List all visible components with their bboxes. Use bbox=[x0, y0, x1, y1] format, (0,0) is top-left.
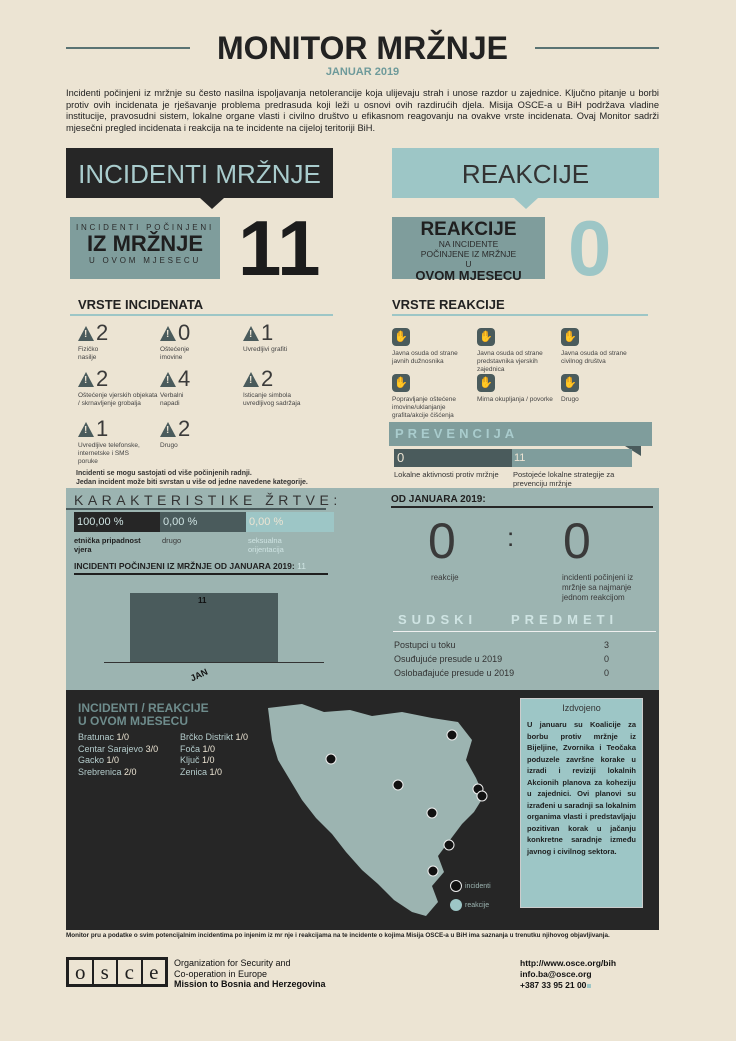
logo-letter: s bbox=[94, 960, 117, 984]
incident-type bbox=[160, 368, 240, 408]
victims-rule bbox=[66, 508, 326, 510]
monthly-title bbox=[78, 702, 209, 728]
location-name: Srebrenica bbox=[78, 766, 122, 777]
location-item bbox=[180, 755, 248, 767]
monthly-title-line: U OVOM MJESECU bbox=[78, 714, 189, 728]
incident-type bbox=[243, 322, 323, 354]
chart-x-axis bbox=[104, 662, 324, 663]
warning-icon bbox=[160, 422, 176, 437]
since-jan-separator: : bbox=[507, 522, 515, 552]
since-jan-rule bbox=[391, 506, 653, 508]
since-jan-title: OD JANUARA 2019: bbox=[391, 494, 486, 505]
reaction-type bbox=[392, 328, 472, 366]
incident-types-rule bbox=[70, 314, 333, 316]
incident-type bbox=[78, 368, 158, 408]
incident-type-label: Drugo bbox=[160, 442, 178, 449]
incident-marker bbox=[477, 791, 487, 801]
incident-types-title: VRSTE INCIDENATA bbox=[78, 297, 204, 312]
email-link[interactable]: info.ba@osce.org bbox=[520, 969, 592, 979]
page-subtitle: JANUAR 2019 bbox=[325, 66, 400, 78]
incident-type bbox=[78, 322, 158, 362]
location-name: Foča bbox=[180, 743, 201, 754]
website-link[interactable]: http://www.osce.org/bih bbox=[520, 958, 617, 968]
reactions-box-top: REAKCIJE bbox=[420, 219, 517, 240]
incident-type-label: Uvredljivi grafiti bbox=[243, 346, 288, 353]
reactions-box-mid: NA INCIDENTE POČINJENE IZ MRŽNJE U bbox=[420, 239, 517, 269]
court-row-value: 0 bbox=[603, 668, 609, 678]
reaction-type-label: Popravljanje oštećene imovine/uklanjanje grafita/akcije čišćenja bbox=[392, 396, 456, 419]
monthly-title-line: INCIDENTI / REAKCIJE bbox=[78, 701, 209, 715]
location-item bbox=[180, 767, 248, 779]
chart-total: 11 bbox=[297, 561, 306, 571]
reactions-count: 0 bbox=[568, 204, 612, 292]
since-jan-incidents-value: 0 bbox=[563, 513, 591, 569]
victim-label-sexual: seksualna orijentacija bbox=[248, 536, 284, 554]
incident-type bbox=[160, 418, 240, 450]
location-value: 1/0 bbox=[235, 732, 249, 742]
square-icon bbox=[587, 984, 591, 988]
reaction-type-label: Javna osuda od strane civilnog društva bbox=[561, 350, 627, 365]
location-name: Bratunac bbox=[78, 732, 115, 742]
logo-letter: o bbox=[69, 960, 92, 984]
location-name: Gacko bbox=[78, 755, 105, 765]
incident-marker bbox=[428, 866, 438, 876]
incident-type-label: Isticanje simbola uvredljivog sadržaja bbox=[243, 392, 301, 407]
location-value: 1/0 bbox=[202, 743, 216, 754]
since-jan-incidents-label: incidenti počinjeni iz mržnje sa najmanje jednom reakcijom bbox=[562, 573, 634, 602]
hand-icon: ✋ bbox=[392, 328, 410, 346]
legend-incidents-icon bbox=[450, 880, 462, 892]
chart-title-text: INCIDENTI POČINJENI IZ MRŽNJE OD JANUARA 2019: bbox=[74, 561, 295, 571]
since-jan-reactions-label: reakcije bbox=[431, 573, 459, 582]
location-value: 1/0 bbox=[209, 766, 223, 777]
reactions-count-box bbox=[392, 217, 545, 283]
highlight-title: Izdvojeno bbox=[562, 703, 601, 713]
incident-type-count: 2 bbox=[96, 366, 109, 391]
page-title: MONITOR MRŽNJE bbox=[217, 30, 508, 66]
incidents-note bbox=[76, 469, 308, 487]
victim-segment-ethnic: 100,00 % bbox=[74, 512, 160, 532]
incident-type-label: Verbalni napadi bbox=[160, 392, 184, 407]
incident-type-count: 2 bbox=[96, 320, 109, 345]
incident-type-count: 2 bbox=[178, 416, 191, 441]
location-name: Zenica bbox=[180, 766, 208, 777]
hand-icon: ✋ bbox=[392, 374, 410, 392]
incidents-count-box bbox=[70, 217, 220, 279]
location-value: 2/0 bbox=[124, 766, 137, 777]
victim-label-other: drugo bbox=[162, 536, 182, 545]
incidents-box-bot: U OVOM MJESECU bbox=[88, 256, 202, 265]
court-row-label: Oslobađajuće presude u 2019 bbox=[394, 668, 515, 678]
org-name bbox=[174, 958, 326, 990]
incident-type-count: 2 bbox=[261, 366, 274, 391]
incident-marker bbox=[326, 754, 336, 764]
court-row-label: Postupci u toku bbox=[394, 640, 456, 650]
incidents-note-line: Jedan incident može biti svrstan u više od jedne navedene kategorije. bbox=[76, 479, 308, 486]
location-item bbox=[78, 744, 158, 756]
incidents-box-top: INCIDENTI POČINJENI bbox=[75, 223, 215, 232]
location-value: 1/0 bbox=[116, 732, 130, 742]
incidents-note-line: Incidenti se mogu sastojati od više počinjenih radnji. bbox=[76, 470, 252, 477]
location-item bbox=[180, 732, 248, 744]
reaction-types-title: VRSTE REAKCIJE bbox=[392, 297, 505, 312]
incidents-count: 11 bbox=[238, 204, 321, 292]
reactions-header-pointer bbox=[514, 198, 538, 209]
incident-type-count: 1 bbox=[261, 320, 274, 345]
highlight-box bbox=[520, 698, 643, 908]
court-title-right: PREDMETI bbox=[511, 612, 619, 627]
incidents-header-pointer bbox=[200, 198, 224, 209]
osce-logo bbox=[66, 957, 168, 987]
incident-type-count: 0 bbox=[178, 320, 191, 345]
incidents-header: INCIDENTI MRŽNJE bbox=[66, 148, 333, 198]
court-row-label: Osuđujuće presude u 2019 bbox=[394, 654, 503, 664]
reaction-type bbox=[477, 328, 557, 374]
court-row bbox=[394, 654, 609, 664]
chart-title bbox=[74, 561, 306, 571]
reaction-types-rule bbox=[392, 314, 648, 316]
incident-type bbox=[160, 322, 240, 362]
org-line: Organization for Security and bbox=[174, 958, 291, 968]
warning-icon bbox=[78, 422, 94, 437]
incident-type-label: Oštećenje vjerskih objekata / skrnavljenje grobalja bbox=[78, 392, 158, 407]
location-item bbox=[78, 732, 158, 744]
warning-icon bbox=[160, 372, 176, 387]
reaction-type bbox=[477, 374, 557, 404]
title-rule-right bbox=[535, 47, 659, 49]
reactions-box-bot: OVOM MJESECU bbox=[415, 268, 522, 283]
prevention-value-strategies: 11 bbox=[512, 449, 632, 467]
incident-marker bbox=[444, 840, 454, 850]
incident-type-count: 4 bbox=[178, 366, 191, 391]
legend-reactions-label: reakcije bbox=[465, 902, 490, 909]
warning-icon bbox=[78, 326, 94, 341]
court-row-value: 3 bbox=[603, 640, 609, 650]
phone-number bbox=[520, 980, 616, 991]
hand-icon: ✋ bbox=[561, 328, 579, 346]
court-row bbox=[394, 640, 609, 650]
reaction-type-label: Drugo bbox=[561, 396, 579, 403]
incident-type-label: Uvredljive telefonske, internetske i SMS poruke bbox=[78, 442, 140, 465]
bih-map bbox=[262, 700, 498, 924]
location-name: Centar Sarajevo bbox=[78, 743, 144, 754]
incident-marker bbox=[427, 808, 437, 818]
incident-type-label: Oštećenje imovine bbox=[160, 346, 190, 361]
location-item bbox=[78, 755, 158, 767]
warning-icon bbox=[78, 372, 94, 387]
reaction-type-label: Javna osuda od strane javnih dužnosnika bbox=[392, 350, 458, 365]
warning-icon bbox=[243, 326, 259, 341]
victim-segment-other: 0,00 % bbox=[160, 512, 246, 532]
phone-text: +387 33 95 21 00 bbox=[520, 980, 587, 990]
reaction-type bbox=[561, 328, 641, 366]
reaction-type bbox=[561, 374, 641, 404]
reaction-type-label: Javna osuda od strane predstavnika vjerskih zajednica bbox=[477, 350, 543, 373]
chart-bar-value: 11 bbox=[198, 596, 207, 605]
incident-type-label: Fizičko nasilje bbox=[78, 346, 99, 361]
logo-letter: e bbox=[143, 960, 166, 984]
victim-segment-sexual: 0,00 % bbox=[246, 512, 334, 532]
since-jan-reactions-value: 0 bbox=[428, 513, 456, 569]
org-line: Mission to Bosnia and Herzegovina bbox=[174, 979, 326, 989]
court-title-left: SUDSKI bbox=[398, 612, 478, 627]
prevention-value-activities: 0 bbox=[394, 449, 512, 467]
incident-type bbox=[78, 418, 158, 466]
hand-icon: ✋ bbox=[561, 374, 579, 392]
highlight-text: U januaru su Koalicije za borbu protiv mržnje iz Bijeljine, Zvornika i Teočaka poduzele završne korake u izradi i reviziji lokalnih Akcionih planova za koheziju u zajednici. Ovi planovi su izrađeni u saradnji sa lokalnim organima vlasti i predstavljaju pozitivan korak u jačanju konkretne saradnje između javnog i civilnog sektora. bbox=[527, 720, 636, 856]
prevention-label-strategies: Postojeće lokalne strategije za prevenciju mržnje bbox=[513, 470, 615, 488]
location-name: Brčko Distrikt bbox=[180, 732, 234, 742]
location-item bbox=[180, 744, 248, 756]
prevention-title: PREVENCIJA bbox=[389, 422, 652, 446]
court-row-value: 0 bbox=[603, 654, 609, 664]
location-name: Ključ bbox=[180, 755, 200, 765]
monthly-list-col1 bbox=[78, 732, 158, 778]
legend-reactions-icon bbox=[450, 899, 462, 911]
footer-note: Monitor pru a podatke o svim potencijalnim incidentima po injenim iz mr nje i reakcijama na te incidente o kojima Misija OSCE-a u BiH ima saznanja u trenutku njihovog objavljivanja. bbox=[66, 932, 610, 939]
reaction-type bbox=[392, 374, 472, 420]
prevention-label-activities: Lokalne aktivnosti protiv mržnje bbox=[394, 470, 499, 479]
contacts bbox=[520, 958, 616, 991]
incident-marker bbox=[447, 730, 457, 740]
chart-title-rule bbox=[74, 573, 328, 575]
court-rule bbox=[393, 631, 656, 632]
incidents-box-mid: IZ MRŽNJE bbox=[86, 231, 204, 256]
court-row bbox=[394, 668, 609, 678]
logo-letter: c bbox=[118, 960, 141, 984]
location-item bbox=[78, 767, 158, 779]
location-value: 3/0 bbox=[145, 743, 159, 754]
incident-type bbox=[243, 368, 323, 408]
monthly-list-col2 bbox=[180, 732, 248, 778]
hand-icon: ✋ bbox=[477, 374, 495, 392]
hand-icon: ✋ bbox=[477, 328, 495, 346]
victim-label-ethnic: etnička pripadnost vjera bbox=[74, 536, 141, 554]
title-rule-left bbox=[66, 47, 190, 49]
location-value: 1/0 bbox=[106, 755, 120, 765]
intro-text: Incidenti počinjeni iz mržnje su često nasilna ispoljavanja netolerancije koja ulijevaju strah i unose razdor u zajednice. Ključno pitanje u borbi protiv ovih incidenata je rješavanje problema predrasuda koji leži u osnovi ovih razdirućih djela. Misija OSCE-a u BiH podržava vladine institucije, pravosudni sistem, lokalne organe vlasti i civilno društvo u efikasnom reagovanju na ovakve vrste incidenata. Ovaj Monitor sadrži mjesečni pregled incidenata i reakcija na te incidente na cijeloj teritoriji BiH. bbox=[66, 88, 659, 133]
org-line: Co-operation in Europe bbox=[174, 968, 268, 979]
incident-type-count: 1 bbox=[96, 416, 109, 441]
warning-icon bbox=[243, 372, 259, 387]
location-value: 1/0 bbox=[202, 755, 215, 765]
incident-marker bbox=[393, 780, 403, 790]
victims-title: KARAKTERISTIKE ŽRTVE: bbox=[74, 492, 342, 508]
warning-icon bbox=[160, 326, 176, 341]
legend-incidents-label: incidenti bbox=[465, 883, 491, 890]
reaction-type-label: Mirna okupljanja / povorke bbox=[477, 396, 553, 403]
chart-tick-label: JAN bbox=[188, 666, 210, 684]
reactions-header: REAKCIJE bbox=[392, 148, 659, 198]
